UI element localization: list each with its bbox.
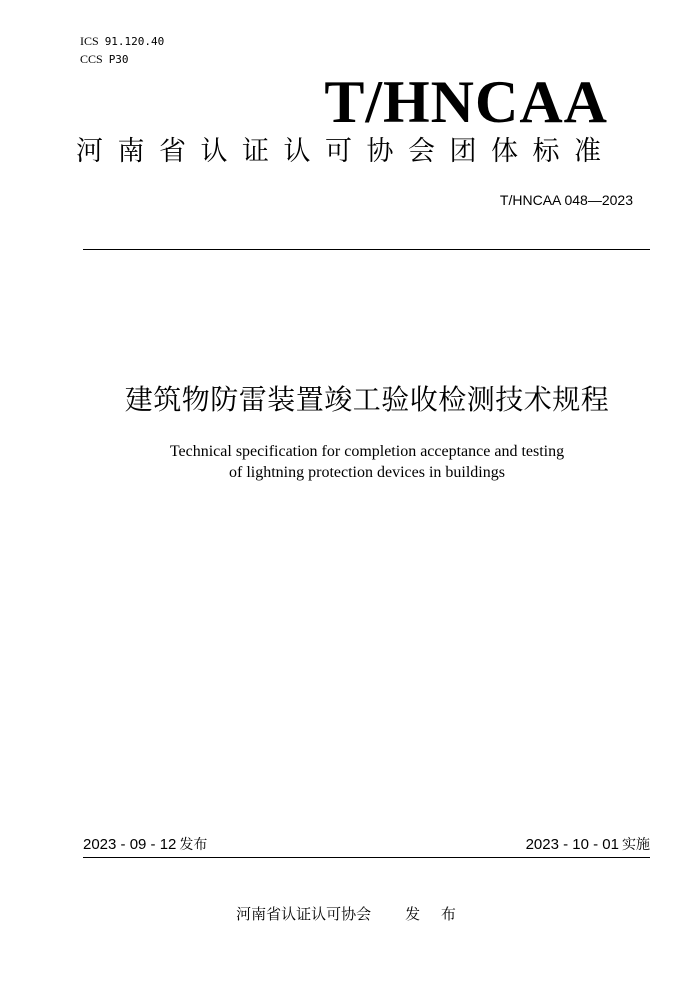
ccs-code: P30 bbox=[108, 53, 129, 66]
top-divider bbox=[83, 249, 650, 250]
publish-action: 发 布 bbox=[405, 905, 464, 923]
issue-date-line bbox=[83, 835, 207, 855]
publisher-name: 河南省认证认可协会 bbox=[236, 905, 372, 923]
standard-number: T/HNCAA 048—2023 bbox=[499, 192, 633, 208]
title-english-line-1: Technical specification for completion acceptance and testing bbox=[169, 443, 565, 460]
ics-label: ICS bbox=[80, 34, 99, 48]
bottom-divider bbox=[83, 857, 650, 858]
org-abbreviation: T/HNCAA bbox=[324, 69, 608, 135]
ccs-line bbox=[80, 52, 129, 67]
title-chinese: 建筑物防雷装置竣工验收检测技术规程 bbox=[124, 383, 610, 416]
implementation-date-line bbox=[526, 835, 650, 855]
publisher-line bbox=[0, 903, 700, 925]
ics-code: 91.120.40 bbox=[104, 35, 165, 48]
implementation-date: 2023 - 10 - 01 bbox=[525, 836, 619, 853]
org-full-name: 河南省认证认可协会团体标准 bbox=[76, 136, 616, 167]
implementation-label: 实施 bbox=[622, 837, 650, 853]
ics-line bbox=[80, 34, 164, 49]
issue-label: 发布 bbox=[179, 837, 208, 853]
issue-date: 2023 - 09 - 12 bbox=[83, 836, 177, 853]
ccs-label: CCS bbox=[80, 52, 103, 66]
title-english-line-2: of lightning protection devices in buildings bbox=[229, 464, 505, 481]
